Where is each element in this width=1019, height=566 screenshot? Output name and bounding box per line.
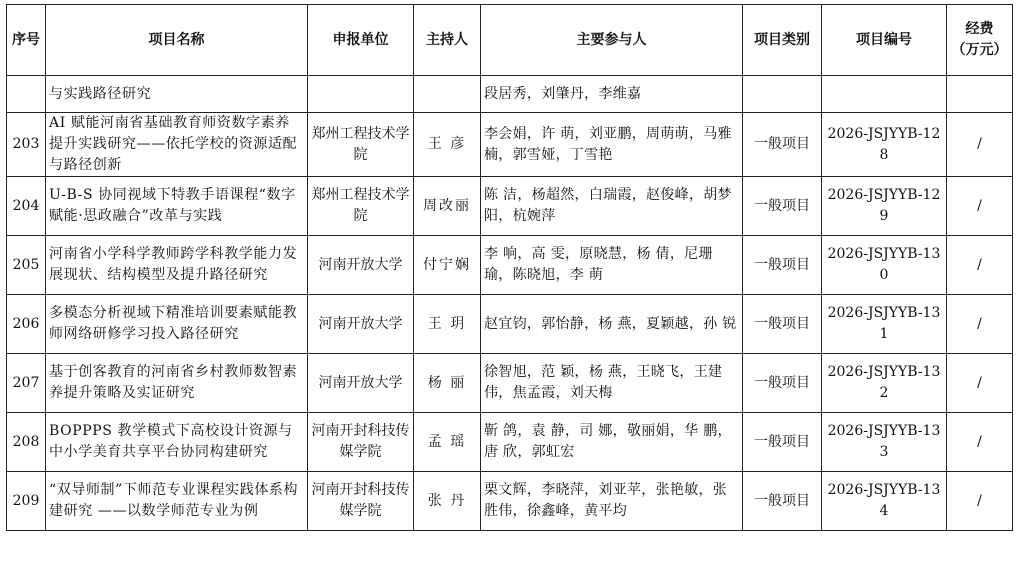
project-table	[6, 4, 1013, 531]
table-row	[7, 413, 1013, 472]
cell-fee: /	[947, 354, 1013, 413]
cell-code: 2026-JSJYYB-132	[822, 354, 947, 413]
cell-fee: /	[947, 472, 1013, 531]
cell-code: 2026-JSJYYB-130	[822, 236, 947, 295]
cell-name: BOPPPS 教学模式下高校设计资源与中小学美育共享平台协同构建研究	[46, 413, 308, 472]
cell-seq: 207	[7, 354, 46, 413]
cell-unit: 河南开放大学	[308, 295, 414, 354]
header-members: 主要参与人	[481, 5, 743, 76]
header-fee	[947, 5, 1013, 76]
cell-seq: 209	[7, 472, 46, 531]
header-host: 主持人	[414, 5, 481, 76]
cell-host: 王 玥	[414, 295, 481, 354]
cell-fee: /	[947, 177, 1013, 236]
cell-members: 赵宜钧，郭怡静，杨 燕，夏颖越，孙 锐	[481, 295, 743, 354]
cell-code: 2026-JSJYYB-129	[822, 177, 947, 236]
cell-category: 一般项目	[743, 113, 822, 177]
cell-host: 周改丽	[414, 177, 481, 236]
cell-category: 一般项目	[743, 236, 822, 295]
cell-unit: 河南开封科技传媒学院	[308, 413, 414, 472]
table-row	[7, 236, 1013, 295]
cell-code: 2026-JSJYYB-133	[822, 413, 947, 472]
continuation-row	[7, 76, 1013, 113]
cell-fee: /	[947, 295, 1013, 354]
cell-code: 2026-JSJYYB-134	[822, 472, 947, 531]
cell-category: 一般项目	[743, 177, 822, 236]
cell-unit: 郑州工程技术学院	[308, 177, 414, 236]
table-row	[7, 295, 1013, 354]
table-row	[7, 113, 1013, 177]
header-code: 项目编号	[822, 5, 947, 76]
cell-name: AI 赋能河南省基础教育师资数字素养提升实践研究——依托学校的资源适配与路径创新	[46, 113, 308, 177]
cell-fee: /	[947, 113, 1013, 177]
cell-host: 王 彦	[414, 113, 481, 177]
cell-name: 基于创客教育的河南省乡村教师数智素养提升策略及实证研究	[46, 354, 308, 413]
cell-members: 李 响，高 雯，原晓慧，杨 倩，尼珊瑜，陈晓旭，李 萌	[481, 236, 743, 295]
cell-host: 孟 瑶	[414, 413, 481, 472]
cell-seq: 203	[7, 113, 46, 177]
cell-seq	[7, 76, 46, 113]
cell-unit	[308, 76, 414, 113]
header-unit: 申报单位	[308, 5, 414, 76]
header-fee-line1: 经费	[965, 21, 994, 37]
cell-seq: 205	[7, 236, 46, 295]
cell-name: U-B-S 协同视域下特教手语课程“数字赋能·思政融合”改革与实践	[46, 177, 308, 236]
cell-name: 多模态分析视域下精准培训要素赋能教师网络研修学习投入路径研究	[46, 295, 308, 354]
cell-members: 李会娟，许 萌，刘亚鹏，周萌萌，马雅楠，郭雪娅，丁雪艳	[481, 113, 743, 177]
cell-category: 一般项目	[743, 472, 822, 531]
header-name: 项目名称	[46, 5, 308, 76]
cell-name: 与实践路径研究	[46, 76, 308, 113]
cell-seq: 206	[7, 295, 46, 354]
cell-code	[822, 76, 947, 113]
cell-members: 栗文辉，李晓萍，刘亚苹，张艳敏，张胜伟，徐鑫峰，黄平均	[481, 472, 743, 531]
cell-unit: 郑州工程技术学院	[308, 113, 414, 177]
cell-category	[743, 76, 822, 113]
cell-unit: 河南开放大学	[308, 236, 414, 295]
cell-host	[414, 76, 481, 113]
table-row	[7, 354, 1013, 413]
cell-host: 杨 丽	[414, 354, 481, 413]
cell-host: 付宁娴	[414, 236, 481, 295]
cell-seq: 208	[7, 413, 46, 472]
cell-code: 2026-JSJYYB-128	[822, 113, 947, 177]
cell-fee: /	[947, 236, 1013, 295]
header-seq: 序号	[7, 5, 46, 76]
cell-fee: /	[947, 413, 1013, 472]
cell-fee	[947, 76, 1013, 113]
cell-members: 靳 鸽，袁 静，司 娜，敬丽娟，华 鹏，唐 欣，郭虹宏	[481, 413, 743, 472]
cell-category: 一般项目	[743, 295, 822, 354]
cell-members: 段居秀，刘肇丹，李维嘉	[481, 76, 743, 113]
cell-members: 徐智旭，范 颖，杨 燕，王晓飞，王建伟，焦孟霞，刘天梅	[481, 354, 743, 413]
table-row	[7, 472, 1013, 531]
cell-code: 2026-JSJYYB-131	[822, 295, 947, 354]
cell-unit: 河南开封科技传媒学院	[308, 472, 414, 531]
cell-unit: 河南开放大学	[308, 354, 414, 413]
cell-name: 河南省小学科学教师跨学科教学能力发展现状、结构模型及提升路径研究	[46, 236, 308, 295]
cell-category: 一般项目	[743, 413, 822, 472]
cell-members: 陈 洁，杨超然，白瑞霞，赵俊峰，胡梦阳，杭婉萍	[481, 177, 743, 236]
header-category: 项目类别	[743, 5, 822, 76]
header-row	[7, 5, 1013, 76]
header-fee-line2: （万元）	[951, 42, 1008, 58]
table-row	[7, 177, 1013, 236]
cell-name: “双导师制”下师范专业课程实践体系构建研究 ——以数学师范专业为例	[46, 472, 308, 531]
cell-host: 张 丹	[414, 472, 481, 531]
cell-seq: 204	[7, 177, 46, 236]
cell-category: 一般项目	[743, 354, 822, 413]
